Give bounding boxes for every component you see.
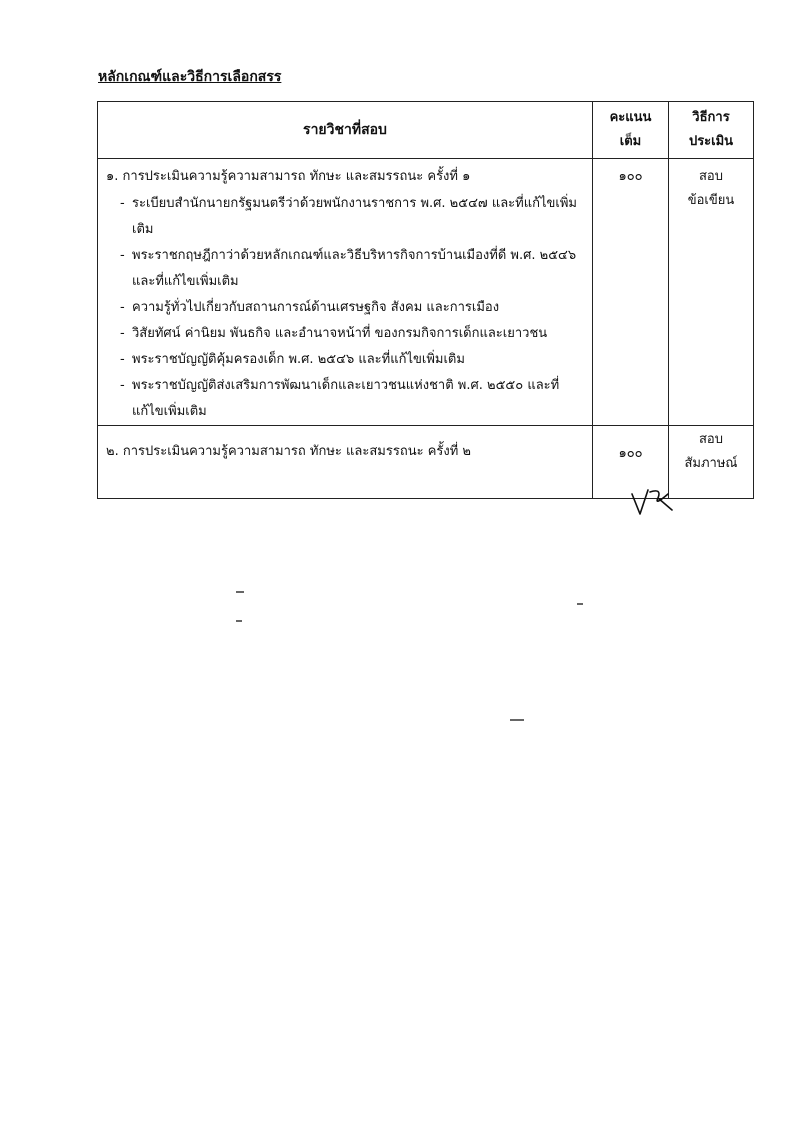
list-item: - ความรู้ทั่วไปเกี่ยวกับสถานการณ์ด้านเศรษฐกิจ สังคม และการเมือง — [118, 295, 586, 321]
signature-mark — [628, 484, 688, 520]
row2-subject-cell — [98, 426, 593, 499]
row2-score: ๑๐๐ — [593, 426, 669, 499]
header-score-line1: คะแนน — [609, 110, 652, 125]
criteria-table — [97, 101, 754, 499]
row2-method-line2: สัมภาษณ์ — [684, 456, 738, 471]
row1-method-line1: สอบ — [699, 169, 723, 184]
header-subject: รายวิชาที่สอบ — [98, 102, 593, 159]
row1-subject-cell — [98, 159, 593, 426]
list-item: - พระราชบัญญัติส่งเสริมการพัฒนาเด็กและเยาวชนแห่งชาติ พ.ศ. ๒๕๕๐ และที่แก้ไขเพิ่มเติม — [118, 373, 586, 425]
row1-method-line2: ข้อเขียน — [687, 193, 735, 208]
list-item: - วิสัยทัศน์ ค่านิยม พันธกิจ และอำนาจหน้าที่ ของกรมกิจการเด็กและเยาวชน — [118, 321, 586, 347]
table-row — [98, 159, 754, 426]
list-item: - พระราชบัญญัติคุ้มครองเด็ก พ.ศ. ๒๕๔๖ และที่แก้ไขเพิ่มเติม — [118, 347, 586, 373]
header-method — [669, 102, 754, 159]
row2-title: ๒. การประเมินความรู้ความสามารถ ทักษะ และสมรรถนะ ครั้งที่ ๒ — [106, 444, 471, 459]
row1-title: ๑. การประเมินความรู้ความสามารถ ทักษะ และสมรรถนะ ครั้งที่ ๑ — [106, 169, 471, 184]
row2-method-line1: สอบ — [699, 432, 723, 447]
scan-speck — [510, 719, 524, 721]
header-method-line2: ประเมิน — [688, 134, 734, 149]
header-score — [593, 102, 669, 159]
header-score-line2: เต็ม — [619, 134, 642, 149]
scan-speck — [236, 591, 244, 593]
header-method-line1: วิธีการ — [692, 110, 730, 125]
scan-speck — [577, 603, 583, 605]
row1-method — [669, 159, 754, 426]
row1-score: ๑๐๐ — [593, 159, 669, 426]
section-heading: หลักเกณฑ์และวิธีการเลือกสรร — [98, 69, 282, 85]
list-item: - พระราชกฤษฎีกาว่าด้วยหลักเกณฑ์และวิธีบริหารกิจการบ้านเมืองที่ดี พ.ศ. ๒๕๔๖ และที่แก้ไขเพิ่มเติม — [118, 243, 586, 295]
list-item: - ระเบียบสำนักนายกรัฐมนตรีว่าด้วยพนักงานราชการ พ.ศ. ๒๕๔๗ และที่แก้ไขเพิ่มเติม — [118, 191, 586, 243]
row1-subitem-list — [98, 191, 592, 425]
table-header-row — [98, 102, 754, 159]
scan-speck — [236, 620, 242, 622]
